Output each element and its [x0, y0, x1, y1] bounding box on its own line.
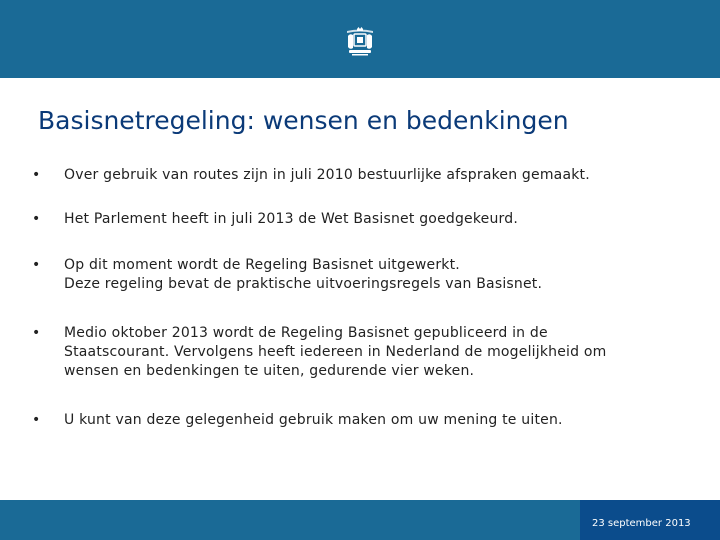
- bullet-line: Medio oktober 2013 wordt de Regeling Basisnet gepubliceerd in de: [64, 325, 548, 341]
- royal-coat-of-arms-icon: [344, 26, 376, 58]
- bullet-line: Over gebruik van routes zijn in juli 2010 bestuurlijke afspraken gemaakt.: [64, 167, 590, 183]
- bullet-line: wensen en bedenkingen te uiten, gedurende vier weken.: [64, 363, 475, 379]
- bullet-line: Deze regeling bevat de praktische uitvoeringsregels van Basisnet.: [64, 276, 543, 292]
- header-bar: [0, 0, 720, 78]
- footer-date: 23 september 2013: [592, 518, 691, 529]
- bullet-text: [64, 324, 684, 381]
- bullet-line: Staatscourant. Vervolgens heeft iedereen in Nederland de mogelijkheid om: [64, 344, 607, 360]
- bullet-marker: •: [32, 257, 41, 273]
- bullet-text: [64, 256, 684, 294]
- page-title: Basisnetregeling: wensen en bedenkingen: [38, 106, 569, 135]
- bullet-line: Het Parlement heeft in juli 2013 de Wet Basisnet goedgekeurd.: [64, 211, 519, 227]
- bullet-line: U kunt van deze gelegenheid gebruik maken om uw mening te uiten.: [64, 412, 563, 428]
- bullet-marker: •: [32, 412, 41, 428]
- bullet-text: [64, 166, 684, 185]
- bullet-marker: •: [32, 167, 41, 183]
- bullet-marker: •: [32, 211, 41, 227]
- bullet-text: [64, 411, 684, 430]
- bullet-text: [64, 210, 684, 229]
- bullet-marker: •: [32, 325, 41, 341]
- bullet-line: Op dit moment wordt de Regeling Basisnet uitgewerkt.: [64, 257, 460, 273]
